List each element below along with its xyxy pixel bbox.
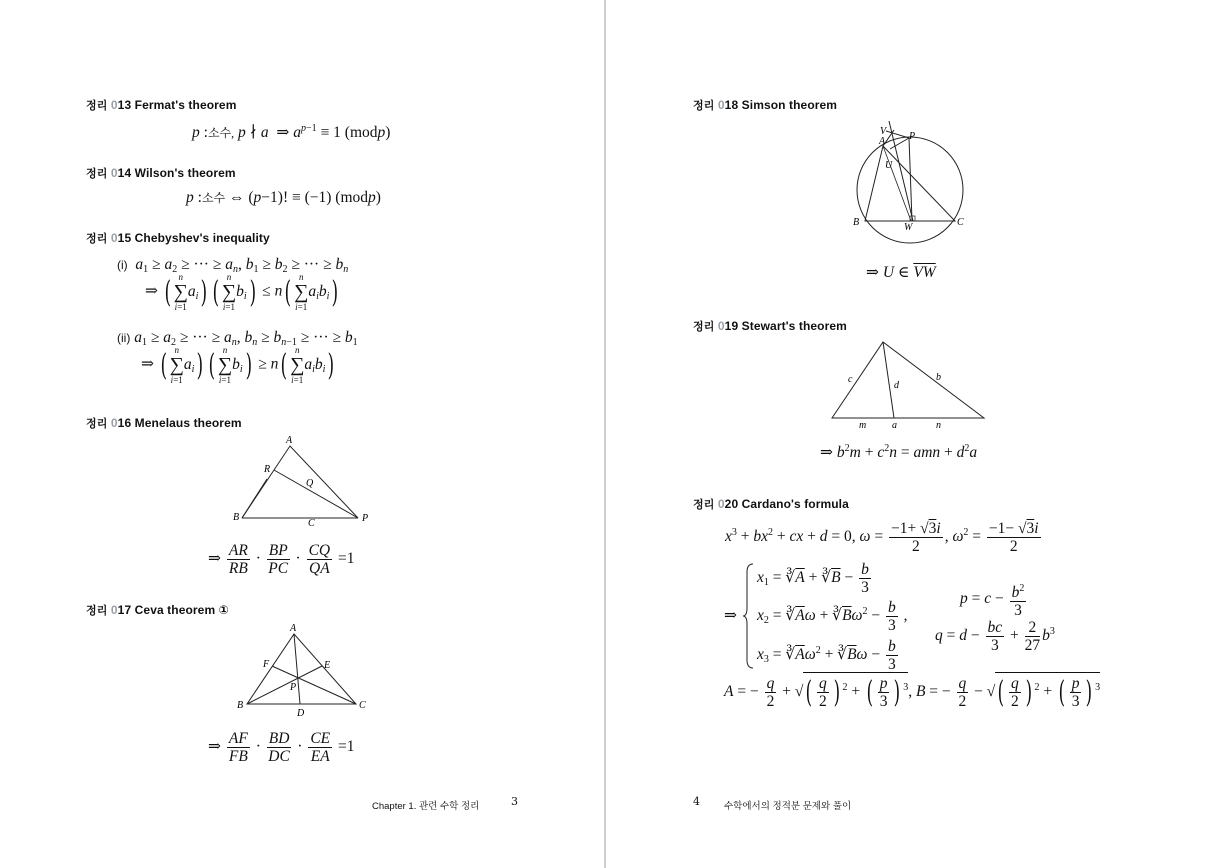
right-footer-book-title: 수학에서의 정적분 문제와 풀이: [724, 801, 852, 812]
ceva-label-E: E: [324, 660, 331, 671]
cardano-brace: [743, 562, 755, 670]
simson-label-P: P: [909, 131, 916, 142]
theorem-19-formula: ⇒ $b^2m + c^2n$ = amn + $d^2a$: [820, 443, 978, 461]
cardano-root-x1: $x_1$ = $∛\overline{A}$ + $∛\overline{B}$ − $\frac{b}{3}$: [757, 561, 869, 596]
stewart-label-m: m: [859, 420, 867, 431]
stewart-label-d: d: [894, 380, 899, 391]
ceva-label-D: D: [297, 708, 305, 719]
simson-figure: [846, 118, 976, 253]
menelaus-label-C: C: [308, 518, 315, 529]
theorem-15-case-2-result: ⇒ ( n ∑ i=1 $a_i$) ( n ∑ i=1 $b_i) \ge n$( n ∑ i=1 $a_ib_i$): [141, 345, 335, 385]
theorem-18-formula: ⇒ U ∈ $\overline{VW}$: [866, 264, 936, 281]
menelaus-label-R: R: [264, 464, 271, 475]
menelaus-label-Q: Q: [306, 478, 314, 489]
theorem-15-case-2-condition: (ii) $a_1 \ge a_2$ ≥ ··· ≥ $a_n$, $b_n \ge b_{n-1}$ ≥ ··· ≥ $b_1$: [117, 329, 358, 348]
simson-label-C: C: [957, 217, 964, 228]
right-page-number: 4: [693, 795, 700, 808]
stewart-figure: [828, 336, 993, 431]
stewart-label-c: c: [848, 374, 853, 385]
theorem-13-formula: p :소수, p ∤ a ⇒ $a^{p-1} \equiv 1$ (modp): [192, 123, 391, 141]
theorem-15-case-1-result: ⇒ ( n ∑ i=1 $a_i$) ( n ∑ i=1 $b_i) \le n$( n ∑ i=1 $a_ib_i$): [145, 272, 339, 312]
right-page: [606, 0, 1210, 868]
cardano-p-definition: p = c − $\frac{b^2}{3}$: [960, 580, 1028, 619]
menelaus-figure: [230, 432, 380, 532]
cardano-A-B-definition: A = − $\frac{q}{2}$ + √( $\frac{q}{2}$ ) $^2$ + ( $\frac{p}{3}$ ) $^3$, B = − $\frac{q}{2}$ − √( $\frac{q}{2}$ ) $^2$ + ( $\frac{p}{3}$ ) $^3$: [724, 672, 1100, 710]
theorem-16-formula: ⇒ $\frac{AR}{RB}$ · $\frac{BP}{PC}$ · $\frac{CQ}{QA}$ =1: [208, 542, 355, 577]
cardano-cubic-equation: $x^3 + bx^2$ + cx + d = 0, ω = $\frac{-1+ √3i}{2}$ , $\omega^2$ = $\frac{-1- √3i}{2}$: [725, 520, 1039, 555]
menelaus-label-A: A: [286, 435, 293, 446]
theorem-15-heading: 정리 015 Chebyshev's inequality: [86, 231, 270, 245]
theorem-18-heading: 정리 018 Simson theorem: [693, 98, 838, 112]
stewart-label-n: n: [936, 420, 941, 431]
ceva-label-P: P: [290, 682, 297, 693]
theorem-14-heading: 정리 014 Wilson's theorem: [86, 166, 236, 180]
ceva-figure: [232, 620, 372, 720]
cardano-arrow: ⇒: [724, 607, 737, 624]
simson-label-A: A: [879, 136, 886, 147]
theorem-15-case-1-condition: (i) $a_1 \ge a_2$ ≥ ··· ≥ $a_n$, $b_1 \ge b_2$ ≥ ··· ≥ $b_n$: [117, 256, 349, 275]
simson-label-V: V: [880, 126, 887, 137]
simson-label-B: B: [853, 217, 860, 228]
left-footer-chapter: Chapter 1. 관련 수학 정리: [372, 801, 480, 812]
ceva-label-F: F: [263, 659, 270, 670]
theorem-19-heading: 정리 019 Stewart's theorem: [693, 319, 847, 333]
theorem-14-formula: p :소수 ⇔ (p−1)! ≡ (−1) (modp): [186, 189, 381, 206]
stewart-label-b: b: [936, 372, 941, 383]
ceva-label-A: A: [290, 623, 297, 634]
left-page-number: 3: [511, 795, 518, 808]
theorem-20-heading: 정리 020 Cardano's formula: [693, 497, 849, 511]
theorem-17-formula: ⇒ $\frac{AF}{FB}$ · $\frac{BD}{DC}$ · $\frac{CE}{EA}$ =1: [208, 730, 355, 765]
left-page: [0, 0, 604, 868]
theorem-17-heading: 정리 017 Ceva theorem ①: [86, 603, 229, 617]
ceva-label-B: B: [237, 700, 244, 711]
theorem-13-heading: 정리 013 Fermat's theorem: [86, 98, 237, 112]
stewart-label-a: a: [892, 420, 897, 431]
menelaus-label-P: P: [362, 513, 369, 524]
simson-label-W: W: [904, 222, 913, 233]
simson-label-U: U: [885, 160, 893, 171]
cardano-root-x3: $x_3$ = $∛\overline{A}\omega^2$ + $∛\overline{B}\omega$ − $\frac{b}{3}$: [757, 638, 896, 673]
cardano-q-definition: q = d − $\frac{bc}{3}$ + $\frac{2}{27}$ $b^3$: [935, 619, 1055, 654]
ceva-label-C: C: [359, 700, 366, 711]
theorem-16-heading: 정리 016 Menelaus theorem: [86, 416, 242, 430]
cardano-root-x2: $x_2$ = $∛\overline{A}\omega$ + $∛\overline{B}\omega^2$ − $\frac{b}{3}$ ,: [757, 599, 908, 634]
menelaus-label-B: B: [233, 512, 240, 523]
